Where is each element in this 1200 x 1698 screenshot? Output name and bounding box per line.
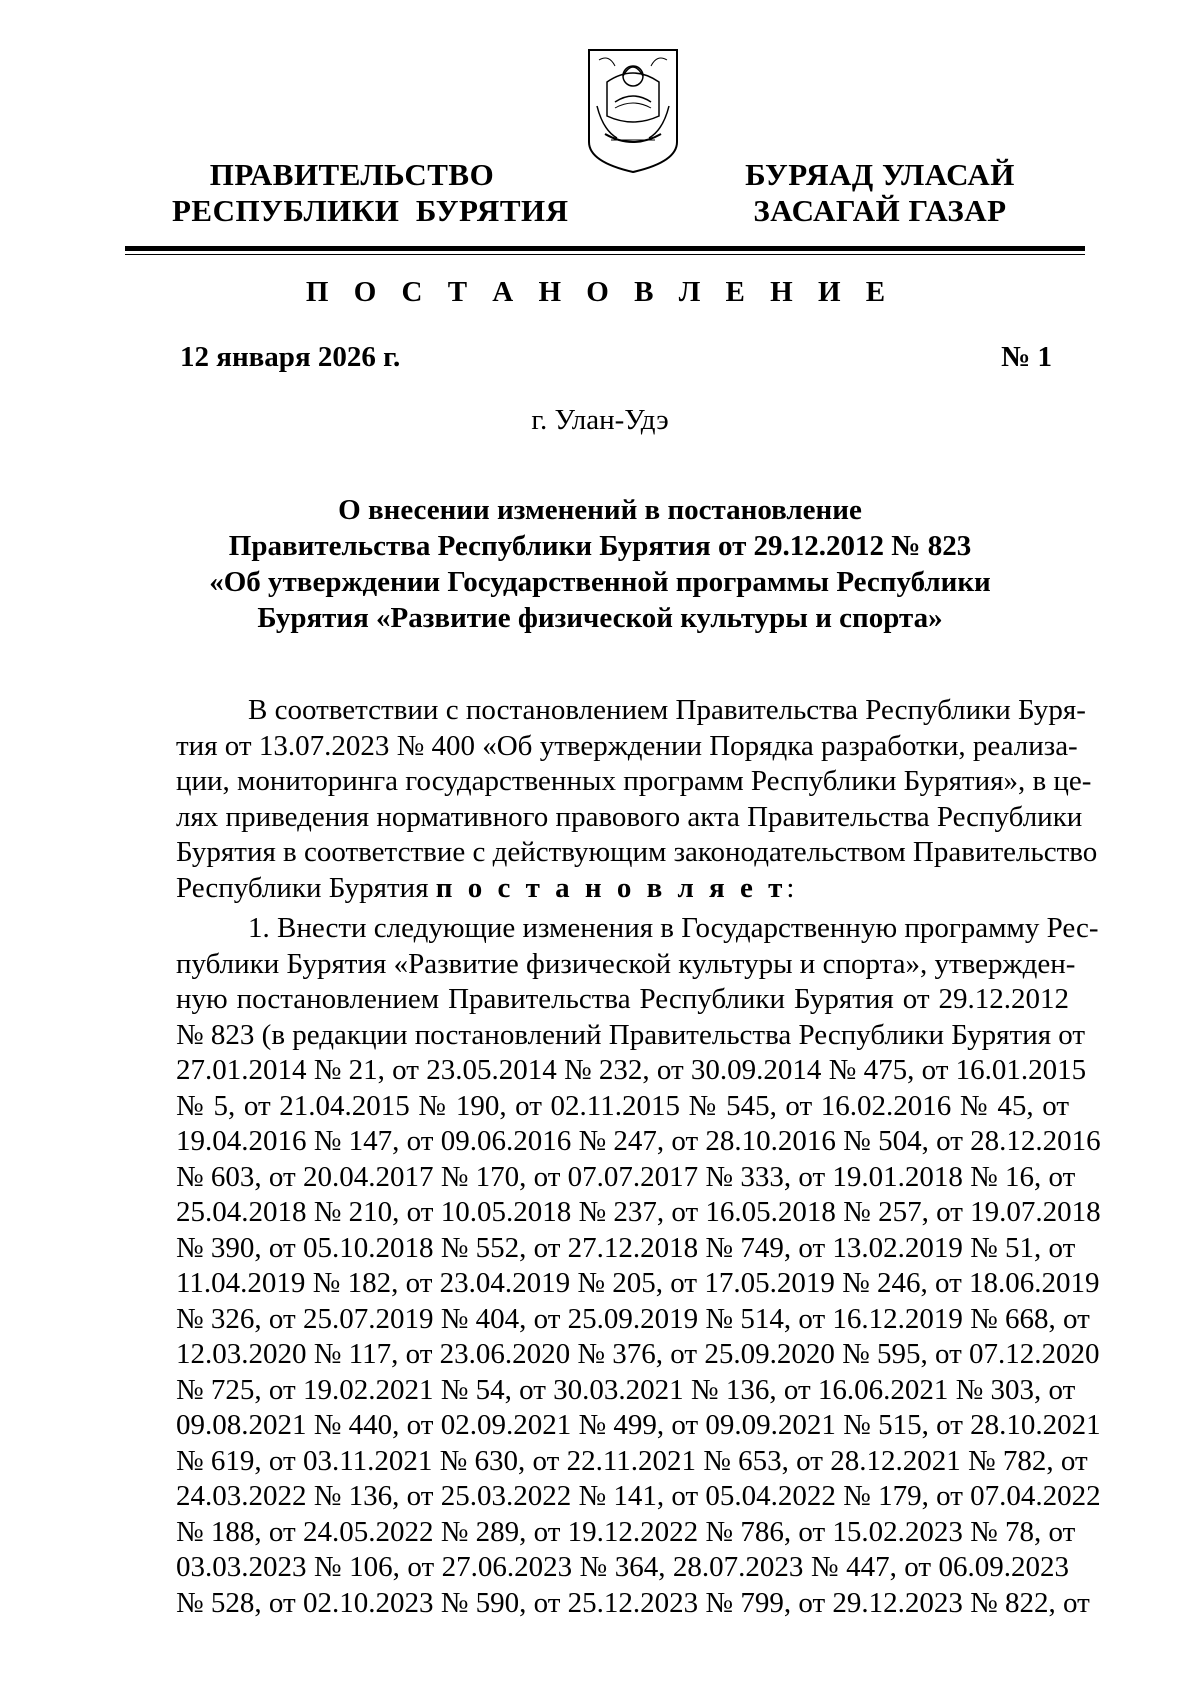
document-number: № 1 bbox=[1001, 341, 1052, 373]
header-divider bbox=[125, 246, 1085, 251]
decree-colon: : bbox=[786, 871, 795, 904]
org-left-line-2: РЕСПУБЛИКИ БУРЯТИЯ bbox=[172, 193, 569, 228]
body-line: 19.04.2016 № 147, от 09.06.2016 № 247, от 28.10.2016 № 504, от 28.12.2016 bbox=[176, 1125, 1101, 1157]
header-divider-thin bbox=[125, 254, 1085, 255]
org-right-line-2: ЗАСАГАЙ ГАЗАР bbox=[753, 193, 1007, 228]
body-line: № 619, от 03.11.2021 № 630, от 22.11.2021 № 653, от 28.12.2021 № 782, от bbox=[176, 1444, 1088, 1477]
body-line: 1. Внести следующие изменения в Государственную программу Рес- bbox=[248, 912, 1099, 944]
document-date: 12 января 2026 г. bbox=[180, 341, 401, 373]
title-line: Бурятия «Развитие физической культуры и спорта» bbox=[257, 602, 943, 634]
body-line: № 326, от 25.07.2019 № 404, от 25.09.2019 № 514, от 16.12.2019 № 668, от bbox=[176, 1302, 1090, 1335]
body-line-text: Республики Бурятия bbox=[176, 871, 436, 904]
body-line: Бурятия в соответствие с действующим законодательством Правительство bbox=[176, 836, 1098, 868]
body-line: тия от 13.07.2023 № 400 «Об утверждении Порядка разработки, реализа- bbox=[176, 729, 1078, 762]
title-line: О внесении изменений в постановление bbox=[338, 494, 862, 526]
body-line: № 390, от 05.10.2018 № 552, от 27.12.2018 № 749, от 13.02.2019 № 51, от bbox=[176, 1231, 1076, 1264]
body-line: № 725, от 19.02.2021 № 54, от 30.03.2021 № 136, от 16.06.2021 № 303, от bbox=[176, 1373, 1076, 1406]
document-title bbox=[150, 492, 1050, 636]
body-line: № 5, от 21.04.2015 № 190, от 02.11.2015 № 545, от 16.02.2016 № 45, от bbox=[176, 1089, 1069, 1122]
document-type: П О С Т А Н О В Л Е Н И Е bbox=[305, 276, 895, 308]
body-line: ции, мониторинга государственных программ Республики Бурятия», в це- bbox=[176, 765, 1092, 797]
clause-1-paragraph bbox=[176, 911, 1101, 1621]
document-city: г. Улан-Удэ bbox=[531, 404, 669, 436]
body-line: ную постановлением Правительства Республики Бурятия от 29.12.2012 bbox=[176, 983, 1069, 1015]
body-line: 03.03.2023 № 106, от 27.06.2023 № 364, 28.07.2023 № 447, от 06.09.2023 bbox=[176, 1551, 1069, 1583]
body-line: 12.03.2020 № 117, от 23.06.2020 № 376, от 25.09.2020 № 595, от 07.12.2020 bbox=[176, 1338, 1100, 1370]
body-line: В соответствии с постановлением Правительства Республики Буря- bbox=[248, 694, 1086, 726]
body-line: № 188, от 24.05.2022 № 289, от 19.12.2022 № 786, от 15.02.2023 № 78, от bbox=[176, 1515, 1076, 1548]
title-line: Правительства Республики Бурятия от 29.12.2012 № 823 bbox=[228, 530, 972, 562]
coat-of-arms-icon bbox=[585, 46, 681, 176]
body-line: 09.08.2021 № 440, от 02.09.2021 № 499, от 09.09.2021 № 515, от 28.10.2021 bbox=[176, 1409, 1101, 1441]
body-line: № 603, от 20.04.2017 № 170, от 07.07.2017 № 333, от 19.01.2018 № 16, от bbox=[176, 1160, 1076, 1193]
decree-word: п о с т а н о в л я е т bbox=[435, 871, 787, 904]
org-right-line-1: БУРЯАД УЛАСАЙ bbox=[745, 157, 1015, 192]
body-line: лях приведения нормативного правового акта Правительства Республики bbox=[176, 800, 1083, 833]
body-line: публики Бурятия «Развитие физической культуры и спорта», утвержден- bbox=[176, 947, 1076, 980]
government-name-buryat bbox=[730, 157, 1030, 229]
body-line: 25.04.2018 № 210, от 10.05.2018 № 237, от 16.05.2018 № 257, от 19.07.2018 bbox=[176, 1196, 1101, 1228]
org-left-line-1: ПРАВИТЕЛЬСТВО bbox=[209, 157, 495, 192]
title-line: «Об утверждении Государственной программы Республики bbox=[209, 566, 991, 598]
preamble-paragraph bbox=[176, 693, 1098, 906]
body-line: № 823 (в редакции постановлений Правительства Республики Бурятия от bbox=[176, 1018, 1086, 1051]
body-line: 24.03.2022 № 136, от 25.03.2022 № 141, от 05.04.2022 № 179, от 07.04.2022 bbox=[176, 1480, 1101, 1512]
body-line: 27.01.2014 № 21, от 23.05.2014 № 232, от 30.09.2014 № 475, от 16.01.2015 bbox=[176, 1054, 1087, 1086]
body-line: № 528, от 02.10.2023 № 590, от 25.12.2023 № 799, от 29.12.2023 № 822, от bbox=[176, 1586, 1090, 1619]
government-name-russian bbox=[172, 157, 569, 229]
body-line-decree bbox=[176, 871, 1069, 907]
body-line: 11.04.2019 № 182, от 23.04.2019 № 205, от 17.05.2019 № 246, от 18.06.2019 bbox=[176, 1267, 1100, 1299]
